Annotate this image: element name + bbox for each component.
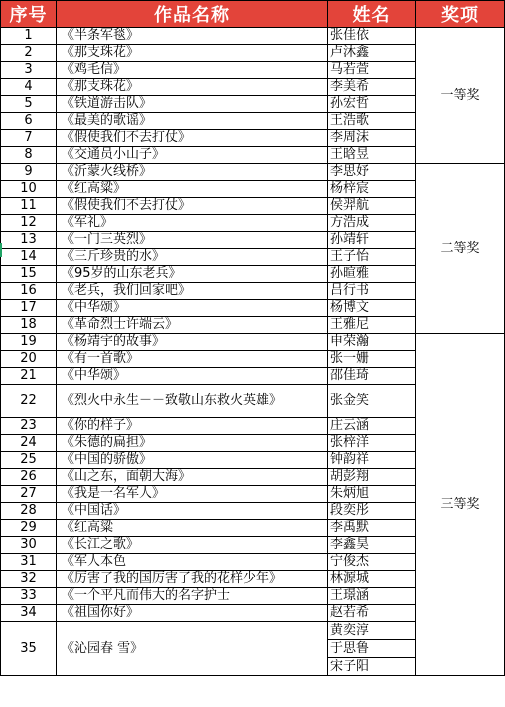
- header-name[interactable]: 姓名: [328, 1, 416, 28]
- author-name[interactable]: 马若萱: [328, 62, 416, 79]
- work-title[interactable]: 《铁道游击队》: [57, 96, 328, 113]
- author-name[interactable]: 申荣瀚: [328, 334, 416, 351]
- work-title[interactable]: 《长江之歌》: [57, 537, 328, 554]
- table-row: [1, 28, 505, 45]
- work-title[interactable]: 《假使我们不去打仗》: [57, 198, 328, 215]
- table-row: [1, 164, 505, 181]
- author-name[interactable]: 侯羿航: [328, 198, 416, 215]
- author-name[interactable]: 王浩歌: [328, 113, 416, 130]
- row-number[interactable]: 16: [1, 283, 57, 300]
- header-row: [1, 1, 505, 28]
- active-row-indicator: [0, 243, 2, 257]
- row-number[interactable]: 30: [1, 537, 57, 554]
- row-number[interactable]: 27: [1, 486, 57, 503]
- work-title[interactable]: 《老兵，我们回家吧》: [57, 283, 328, 300]
- row-number[interactable]: 14: [1, 249, 57, 266]
- work-title[interactable]: 《祖国你好》: [57, 605, 328, 622]
- row-number[interactable]: 29: [1, 520, 57, 537]
- author-name[interactable]: 宋子阳: [330, 659, 370, 674]
- author-name[interactable]: 宁俊杰: [328, 554, 416, 571]
- row-number[interactable]: 33: [1, 588, 57, 605]
- work-title[interactable]: 《厉害了我的国厉害了我的花样少年》: [57, 571, 328, 588]
- row-number[interactable]: 32: [1, 571, 57, 588]
- row-number[interactable]: 26: [1, 469, 57, 486]
- author-names-stack: [328, 622, 415, 675]
- work-title[interactable]: 《假使我们不去打仗》: [57, 130, 328, 147]
- work-title[interactable]: 《鸡毛信》: [57, 62, 328, 79]
- author-names-group[interactable]: [328, 622, 416, 676]
- author-name[interactable]: 张金笑: [328, 385, 416, 418]
- author-name[interactable]: 李思妤: [328, 164, 416, 181]
- header-no[interactable]: 序号: [1, 1, 57, 28]
- table-body: [1, 28, 505, 676]
- author-name[interactable]: 李周沫: [328, 130, 416, 147]
- work-title[interactable]: 《95岁的山东老兵》: [57, 266, 328, 283]
- author-name[interactable]: 李鑫昊: [328, 537, 416, 554]
- work-title[interactable]: 《沂蒙火线桥》: [57, 164, 328, 181]
- work-title[interactable]: 《半条军毯》: [57, 28, 328, 45]
- row-number[interactable]: 31: [1, 554, 57, 571]
- work-title[interactable]: 《中国话》: [57, 503, 328, 520]
- work-title[interactable]: 《你的样子》: [57, 418, 328, 435]
- row-number[interactable]: 13: [1, 232, 57, 249]
- row-number[interactable]: 6: [1, 113, 57, 130]
- author-name[interactable]: 孙暄雅: [328, 266, 416, 283]
- row-number[interactable]: 20: [1, 351, 57, 368]
- work-title[interactable]: 《红高粱》: [57, 181, 328, 198]
- work-title[interactable]: 《山之东，面朝大海》: [57, 469, 328, 486]
- author-name[interactable]: 李美希: [328, 79, 416, 96]
- row-number[interactable]: 7: [1, 130, 57, 147]
- row-number[interactable]: 22: [1, 385, 57, 418]
- row-number[interactable]: 15: [1, 266, 57, 283]
- author-name[interactable]: 胡彭翔: [328, 469, 416, 486]
- author-name[interactable]: 方浩成: [328, 215, 416, 232]
- author-name[interactable]: 王子怡: [328, 249, 416, 266]
- work-title[interactable]: 《朱德的扁担》: [57, 435, 328, 452]
- work-title[interactable]: 《三斤珍贵的水》: [57, 249, 328, 266]
- author-name[interactable]: 王雅尼: [328, 317, 416, 334]
- author-name[interactable]: 段奕彤: [328, 503, 416, 520]
- row-number[interactable]: 17: [1, 300, 57, 317]
- work-title[interactable]: 《烈火中永生－－致敬山东救火英雄》: [57, 385, 328, 418]
- row-number[interactable]: 19: [1, 334, 57, 351]
- author-name[interactable]: 杨梓宸: [328, 181, 416, 198]
- author-name[interactable]: 林源城: [328, 571, 416, 588]
- work-title[interactable]: 《中国的骄傲》: [57, 452, 328, 469]
- author-name[interactable]: 邵佳琦: [328, 368, 416, 385]
- row-number[interactable]: 2: [1, 45, 57, 62]
- row-number[interactable]: 35: [1, 622, 57, 676]
- row-number[interactable]: 28: [1, 503, 57, 520]
- author-name[interactable]: 赵若希: [328, 605, 416, 622]
- author-name[interactable]: 卢沐鑫: [328, 45, 416, 62]
- author-name[interactable]: 黄奕淳: [328, 622, 415, 640]
- row-number[interactable]: 11: [1, 198, 57, 215]
- author-name[interactable]: 吕行书: [328, 283, 416, 300]
- work-title[interactable]: 《有一首歌》: [57, 351, 328, 368]
- author-name[interactable]: 王晗昱: [328, 147, 416, 164]
- row-number[interactable]: 4: [1, 79, 57, 96]
- author-name[interactable]: 张梓洋: [328, 435, 416, 452]
- author-name[interactable]: 张一姗: [328, 351, 416, 368]
- row-number[interactable]: 5: [1, 96, 57, 113]
- author-name[interactable]: 王璟涵: [328, 588, 416, 605]
- row-number[interactable]: 23: [1, 418, 57, 435]
- work-title[interactable]: 《革命烈士许端云》: [57, 317, 328, 334]
- row-number[interactable]: 34: [1, 605, 57, 622]
- row-number[interactable]: 25: [1, 452, 57, 469]
- author-name[interactable]: 于思鲁: [328, 640, 415, 658]
- work-title[interactable]: 《军人本色: [57, 554, 328, 571]
- author-name[interactable]: 孙靖轩: [328, 232, 416, 249]
- author-name[interactable]: 李禹默: [328, 520, 416, 537]
- row-number[interactable]: 12: [1, 215, 57, 232]
- author-name[interactable]: 杨博文: [328, 300, 416, 317]
- work-title[interactable]: 《一门三英烈》: [57, 232, 328, 249]
- row-number[interactable]: 21: [1, 368, 57, 385]
- row-number[interactable]: 10: [1, 181, 57, 198]
- author-name[interactable]: 张佳依: [328, 28, 416, 45]
- row-number[interactable]: 24: [1, 435, 57, 452]
- author-name[interactable]: 孙宏哲: [328, 96, 416, 113]
- author-name[interactable]: 庄云涵: [328, 418, 416, 435]
- work-title[interactable]: 《那支珠花》: [57, 79, 328, 96]
- work-title[interactable]: 《那支珠花》: [57, 45, 328, 62]
- work-title[interactable]: 《最美的歌谣》: [57, 113, 328, 130]
- row-number[interactable]: 18: [1, 317, 57, 334]
- work-title[interactable]: 《我是一名军人》: [57, 486, 328, 503]
- row-number[interactable]: 1: [1, 28, 57, 45]
- award-cell[interactable]: 二等奖: [416, 164, 505, 334]
- table-row: [1, 334, 505, 351]
- award-cell[interactable]: 三等奖: [416, 334, 505, 676]
- work-title[interactable]: 《交通员小山子》: [57, 147, 328, 164]
- author-name[interactable]: 钟韵祥: [328, 452, 416, 469]
- author-name[interactable]: 朱炳旭: [328, 486, 416, 503]
- work-title[interactable]: 《杨靖宇的故事》: [57, 334, 328, 351]
- header-award[interactable]: 奖项: [416, 1, 505, 28]
- work-title[interactable]: 《军礼》: [57, 215, 328, 232]
- row-number[interactable]: 3: [1, 62, 57, 79]
- work-title[interactable]: 《沁园春 雪》: [57, 622, 328, 676]
- header-title[interactable]: 作品名称: [57, 1, 328, 28]
- work-title[interactable]: 《中华颂》: [57, 300, 328, 317]
- work-title[interactable]: 《中华颂》: [57, 368, 328, 385]
- work-title[interactable]: 《红高粱: [57, 520, 328, 537]
- award-cell[interactable]: 一等奖: [416, 28, 505, 164]
- work-title[interactable]: 《一个平凡而伟大的名字护士: [57, 588, 328, 605]
- row-number[interactable]: 8: [1, 147, 57, 164]
- row-number[interactable]: 9: [1, 164, 57, 181]
